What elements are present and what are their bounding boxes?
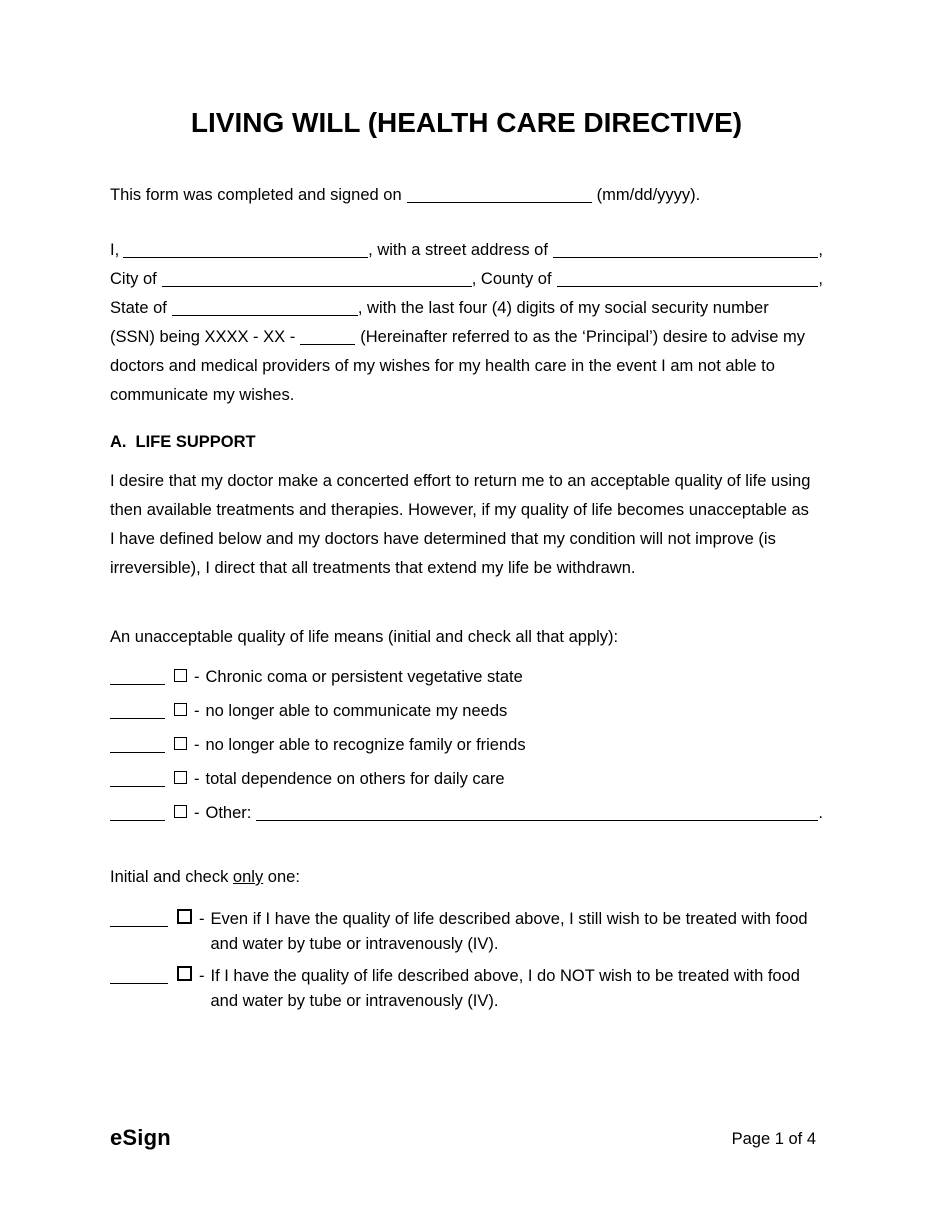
dash-separator: - — [194, 736, 200, 754]
section-a-heading — [110, 428, 823, 457]
checkbox-feed-tube-no[interactable] — [177, 966, 192, 981]
checklist-intro: An unacceptable quality of life means (initial and check all that apply): — [110, 628, 619, 646]
initials-blank-communicate-needs[interactable] — [110, 707, 165, 719]
exclusive-label-feed-tube-no — [211, 964, 824, 1014]
principal-line-6: communicate my wishes. — [110, 386, 295, 404]
exclusive-row-feed-tube-no — [110, 964, 823, 1014]
principal-line1-mid: , with a street address of — [368, 241, 548, 259]
principal-line1-end: , — [818, 241, 823, 259]
life-support-line-1: I desire that my doctor make a concerted effort to return me to an acceptable quality of life using — [110, 472, 811, 490]
checkbox-chronic-coma[interactable] — [174, 669, 187, 682]
principal-line4-rest: (Hereinafter referred to as the ‘Principal’) desire to advise my — [360, 328, 806, 346]
section-a-label: LIFE SUPPORT — [135, 433, 256, 451]
checklist-label-recognize-family: no longer able to recognize family or friends — [205, 736, 526, 754]
dash-separator: - — [194, 804, 200, 822]
document-title: LIVING WILL (HEALTH CARE DIRECTIVE) — [190, 107, 743, 138]
principal-line-2 — [110, 265, 823, 294]
principal-line-1 — [110, 236, 823, 265]
principal-line1-start: I, — [110, 241, 120, 259]
principal-line4-start: (SSN) being XXXX - XX - — [110, 328, 296, 346]
principal-line-5: doctors and medical providers of my wishes for my health care in the event I am not able to — [110, 357, 775, 375]
feed-tube-no-line-2: and water by tube or intravenously (IV). — [210, 992, 499, 1010]
life-support-line-4: irreversible), I direct that all treatments that extend my life be withdrawn. — [110, 559, 636, 577]
dash-separator: - — [194, 702, 200, 720]
checkbox-communicate-needs[interactable] — [174, 703, 187, 716]
exclusive-intro-only-word: only — [232, 868, 264, 886]
dash-separator: - — [194, 770, 200, 788]
exclusive-choice-intro — [110, 863, 823, 892]
life-support-line-3: I have defined below and my doctors have determined that my condition will not improve (is — [110, 530, 776, 548]
city-blank-field[interactable] — [162, 275, 472, 287]
checklist-label-communicate-needs: no longer able to communicate my needs — [205, 702, 508, 720]
exclusive-label-feed-tube-yes — [211, 907, 824, 957]
name-blank-field[interactable] — [123, 246, 368, 258]
dash-separator: - — [199, 967, 205, 985]
feed-tube-no-line-1: If I have the quality of life described above, I do NOT wish to be treated with food — [210, 967, 800, 985]
checkbox-feed-tube-yes[interactable] — [177, 909, 192, 924]
checkbox-other[interactable] — [174, 805, 187, 818]
principal-line3-rest: , with the last four (4) digits of my social security number — [357, 299, 769, 317]
checklist-row-other — [110, 799, 823, 828]
principal-line2-start: City of — [110, 270, 157, 288]
initials-blank-feed-tube-yes[interactable] — [110, 915, 168, 927]
checkbox-daily-care[interactable] — [174, 771, 187, 784]
feed-tube-yes-line-1: Even if I have the quality of life described above, I still wish to be treated with food — [210, 910, 808, 928]
checklist-row-recognize-family — [110, 731, 823, 760]
checklist-row-chronic-coma — [110, 663, 823, 692]
dash-separator: - — [194, 668, 200, 686]
page-footer — [110, 1125, 816, 1151]
principal-line2-end: , — [818, 270, 823, 288]
principal-paragraph — [110, 236, 823, 410]
life-support-line-2: then available treatments and therapies. However, if my quality of life becomes unacceptable as — [110, 501, 809, 519]
county-blank-field[interactable] — [557, 275, 819, 287]
initials-blank-feed-tube-no[interactable] — [110, 972, 168, 984]
exclusive-intro-pre: Initial and check — [110, 868, 229, 886]
section-a-letter: A. — [110, 433, 127, 451]
date-blank-field[interactable] — [407, 191, 592, 203]
initials-blank-other[interactable] — [110, 809, 165, 821]
page-number: Page 1 of 4 — [731, 1130, 816, 1148]
principal-line-4 — [110, 323, 823, 352]
principal-line-3 — [110, 294, 823, 323]
exclusive-intro-post: one: — [267, 868, 300, 886]
date-line — [110, 181, 823, 210]
feed-tube-yes-line-2: and water by tube or intravenously (IV). — [210, 935, 499, 953]
state-blank-field[interactable] — [172, 304, 358, 316]
exclusive-row-feed-tube-yes — [110, 907, 823, 957]
initials-blank-recognize-family[interactable] — [110, 741, 165, 753]
principal-line3-start: State of — [110, 299, 167, 317]
principal-line2-mid: , County of — [471, 270, 552, 288]
other-period: . — [818, 804, 823, 822]
checklist-label-chronic-coma: Chronic coma or persistent vegetative state — [205, 668, 523, 686]
checklist-label-other: Other: — [205, 804, 252, 822]
other-blank-field[interactable] — [256, 809, 818, 821]
date-line-prefix: This form was completed and signed on — [110, 186, 402, 204]
dash-separator: - — [199, 910, 205, 928]
document-content — [110, 0, 823, 1014]
initials-blank-chronic-coma[interactable] — [110, 673, 165, 685]
quality-of-life-checklist — [110, 663, 823, 828]
street-address-blank-field[interactable] — [553, 246, 818, 258]
esign-logo: eSign — [110, 1125, 171, 1150]
date-line-suffix: (mm/dd/yyyy). — [596, 186, 701, 204]
ssn-blank-field[interactable] — [300, 333, 355, 345]
checkbox-recognize-family[interactable] — [174, 737, 187, 750]
checklist-label-daily-care: total dependence on others for daily care — [205, 770, 505, 788]
initials-blank-daily-care[interactable] — [110, 775, 165, 787]
checklist-row-daily-care — [110, 765, 823, 794]
life-support-paragraph — [110, 467, 823, 583]
checklist-row-communicate-needs — [110, 697, 823, 726]
